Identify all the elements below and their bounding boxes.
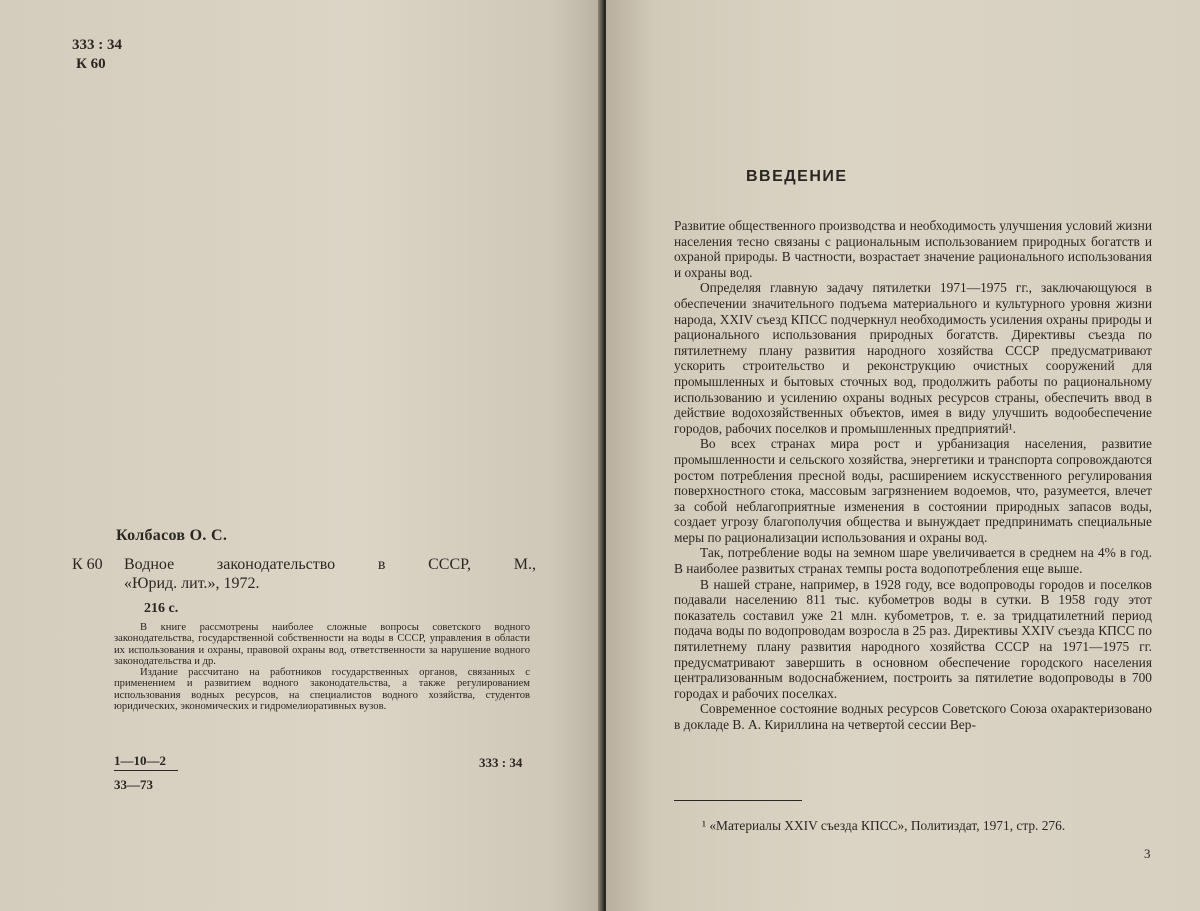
footnote-rule	[674, 800, 802, 801]
title-word: законодательство	[216, 556, 336, 573]
catalog-code-fraction	[114, 753, 178, 793]
body-paragraph: Так, потребление воды на земном шаре увеличивается в среднем на 4% в год. В наиболее развитых странах темпы роста водопотребления еще выше.	[674, 545, 1152, 577]
title-word: М.,	[513, 556, 536, 573]
footnote: ¹ «Материалы XXIV съезда КПСС», Политиздат, 1971, стр. 276.	[702, 818, 1066, 833]
annotation-paragraph: В книге рассмотрены наиболее сложные вопросы советского водного законодательства, государственной собственности на воды в СССР, управления в области их использования и охраны, правовой охраны вод, ответственности за нарушение водного законодательства и др.	[114, 622, 530, 667]
book-title-line-1	[124, 556, 536, 574]
catalog-mark: К 60	[72, 556, 103, 573]
udc-code-bottom: 333 : 34	[479, 755, 523, 770]
author-mark: К 60	[76, 56, 106, 72]
book-title-line-2: «Юрид. лит.», 1972.	[124, 575, 260, 592]
body-paragraph: Определяя главную задачу пятилетки 1971—1975 гг., заключающуюся в обеспечении значительного подъема материального и культурного уровня жизни народа, XXIV съезд КПСС подчеркнул необходимость усиления охраны природы и рационального использования природных богатств. Директивы съезда по пятилетнему плану развития народного хозяйства СССР предусматривают ускорить строительство и реконструкцию очистных сооружений для промышленных и бытовых сточных вод, продолжить работы по рациональному использованию и усилению охраны водных ресурсов страны, обеспечить ввод в действие водохозяйственных объектов, имея в виду улучшить водообеспечение городов, рабочих поселков и промышленных предприятий¹.	[674, 280, 1152, 436]
body-paragraph: Развитие общественного производства и необходимость улучшения условий жизни населения тесно связаны с рациональным использованием природных богатств и охраной природы. В частности, возрастает значение рационального использования и охраны вод.	[674, 218, 1152, 280]
page-number: 3	[1144, 846, 1151, 861]
body-paragraph: Современное состояние водных ресурсов Советского Союза охарактеризовано в докладе В. А. Кириллина на четвертой сессии Вер-	[674, 701, 1152, 732]
body-paragraph: В нашей стране, например, в 1928 году, все водопроводы городов и поселков подавали населению 811 тыс. кубометров воды в сутки. В 1958 году этот показатель составил уже 21 млн. кубометров, т. е. за тридцатилетний период подача воды по водопроводам возросла в 25 раз. Директивы XXIV съезда КПСС по пятилетнему плану развития народного хозяйства СССР на 1971—1975 гг. предусматривают завершить в основном обеспечение городского населения централизованным водоснабжением, построить за пятилетие водопроводы в 700 городах и рабочих поселках.	[674, 576, 1152, 701]
title-word: СССР,	[428, 556, 472, 573]
code-numerator: 1—10—2	[114, 753, 178, 771]
annotation	[114, 622, 530, 712]
chapter-heading: ВВЕДЕНИЕ	[746, 168, 848, 185]
author-name: Колбасов О. С.	[116, 527, 228, 544]
title-word: в	[377, 556, 386, 573]
annotation-paragraph: Издание рассчитано на работников государственных органов, связанных с применением и развитием водного законодательства, а также регулированием использования водных ресурсов, на специалистов водного хозяйства, студентов юридических, экономических и гидромелиоративных вузов.	[114, 667, 530, 713]
body-paragraph: Во всех странах мира рост и урбанизация населения, развитие промышленности и сельского хозяйства, энергетики и транспорта сопровождаются ростом потребления пресной воды, расширением искусственного регулирования поверхностного стока, массовым загрязнением водоемов, что, разумеется, влечет за собой неблагоприятные изменения в состоянии природных запасов воды, создает угрозу благополучия общества и вынуждает предпринимать специальные меры по рационализации использования и охраны вод.	[674, 436, 1152, 545]
body-text	[674, 218, 1152, 733]
title-word: Водное	[124, 556, 175, 573]
classification-block	[72, 36, 122, 74]
pages-count: 216 с.	[144, 601, 179, 616]
udc-code: 333 : 34	[72, 37, 122, 53]
code-denominator: 33—73	[114, 777, 153, 792]
